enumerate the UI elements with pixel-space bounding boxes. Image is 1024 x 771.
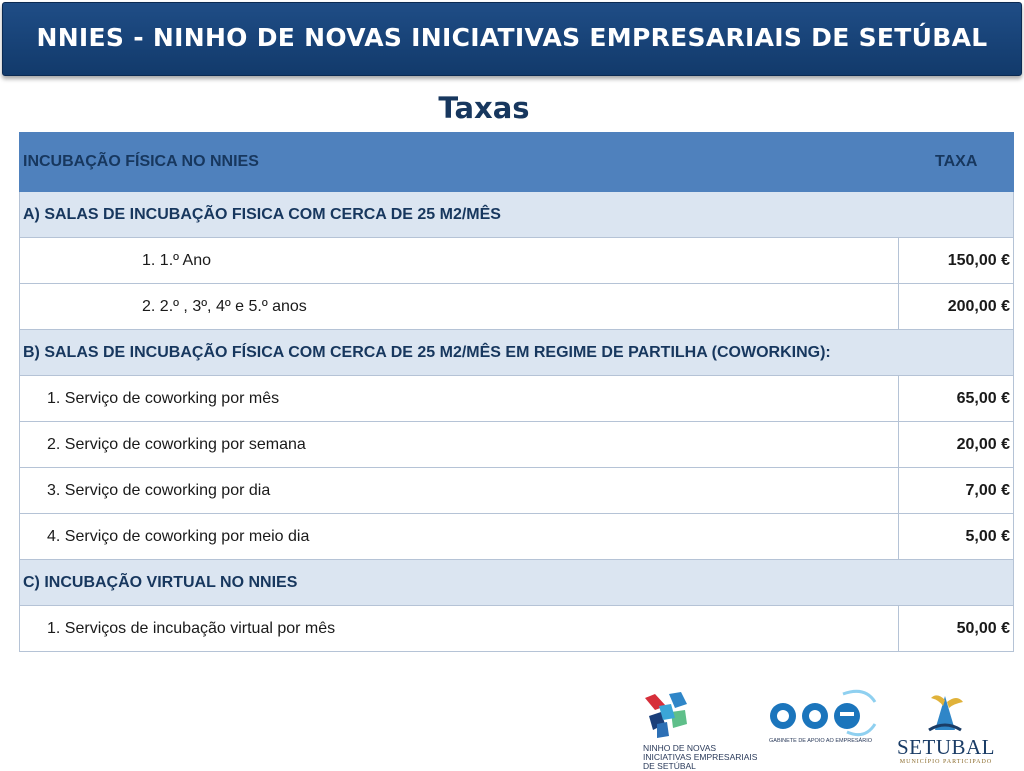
item-amount: 150,00 € [899, 238, 1014, 284]
table-section-row [20, 560, 1014, 606]
gae-logo-mark [765, 688, 880, 738]
table-row [20, 376, 1014, 422]
item-label: 2. Serviço de coworking por semana [20, 422, 899, 468]
item-label: 1. Serviços de incubação virtual por mês [20, 606, 899, 652]
table-row [20, 422, 1014, 468]
gae-logo [765, 688, 880, 758]
footer-logos [0, 684, 1024, 771]
nnies-logo-caption: NINHO DE NOVAS INICIATIVAS EMPRESARIAIS DE SETÚBAL [643, 743, 758, 771]
page-title: Taxas [438, 91, 530, 125]
item-label: 1. Serviço de coworking por mês [20, 376, 899, 422]
setubal-emblem-icon [891, 690, 1001, 734]
nnies-logo [641, 690, 761, 771]
table-header-row [20, 133, 1014, 192]
setubal-logo-name: SETUBAL [897, 735, 995, 759]
table-header-rate-label: TAXA [935, 153, 978, 170]
table-section-row [20, 330, 1014, 376]
table-header-rate [899, 133, 1014, 192]
item-label: 4. Serviço de coworking por meio dia [20, 514, 899, 560]
item-label: 2. 2.º , 3º, 4º e 5.º anos [20, 284, 899, 330]
section-label: B) SALAS DE INCUBAÇÃO FÍSICA COM CERCA DE 25 M2/MÊS EM REGIME DE PARTILHA (COWORKING): [20, 330, 1014, 376]
header-bar [2, 2, 1022, 76]
item-amount: 5,00 € [899, 514, 1014, 560]
table-header-label: INCUBAÇÃO FÍSICA NO NNIES [20, 133, 899, 192]
item-amount: 200,00 € [899, 284, 1014, 330]
fees-table [19, 132, 1014, 652]
table-row [20, 514, 1014, 560]
table-row [20, 238, 1014, 284]
item-amount: 7,00 € [899, 468, 1014, 514]
item-amount: 20,00 € [899, 422, 1014, 468]
table-row [20, 468, 1014, 514]
item-label: 1. 1.º Ano [20, 238, 899, 284]
section-label: A) SALAS DE INCUBAÇÃO FISICA COM CERCA DE 25 M2/MÊS [20, 192, 1014, 238]
header-title: NNIES - NINHO DE NOVAS INICIATIVAS EMPRESARIAIS DE SETÚBAL [36, 23, 988, 52]
gae-logo-caption: GABINETE DE APOIO AO EMPRESÁRIO [769, 738, 872, 744]
table-row [20, 284, 1014, 330]
setubal-logo-caption: MUNICÍPIO PARTICIPADO [899, 759, 993, 765]
table-row [20, 606, 1014, 652]
table-section-row [20, 192, 1014, 238]
setubal-logo [891, 690, 1001, 768]
item-label: 3. Serviço de coworking por dia [20, 468, 899, 514]
item-amount: 50,00 € [899, 606, 1014, 652]
section-label: C) INCUBAÇÃO VIRTUAL NO NNIES [20, 560, 1014, 606]
item-amount: 65,00 € [899, 376, 1014, 422]
nnies-logo-icon [641, 690, 691, 740]
